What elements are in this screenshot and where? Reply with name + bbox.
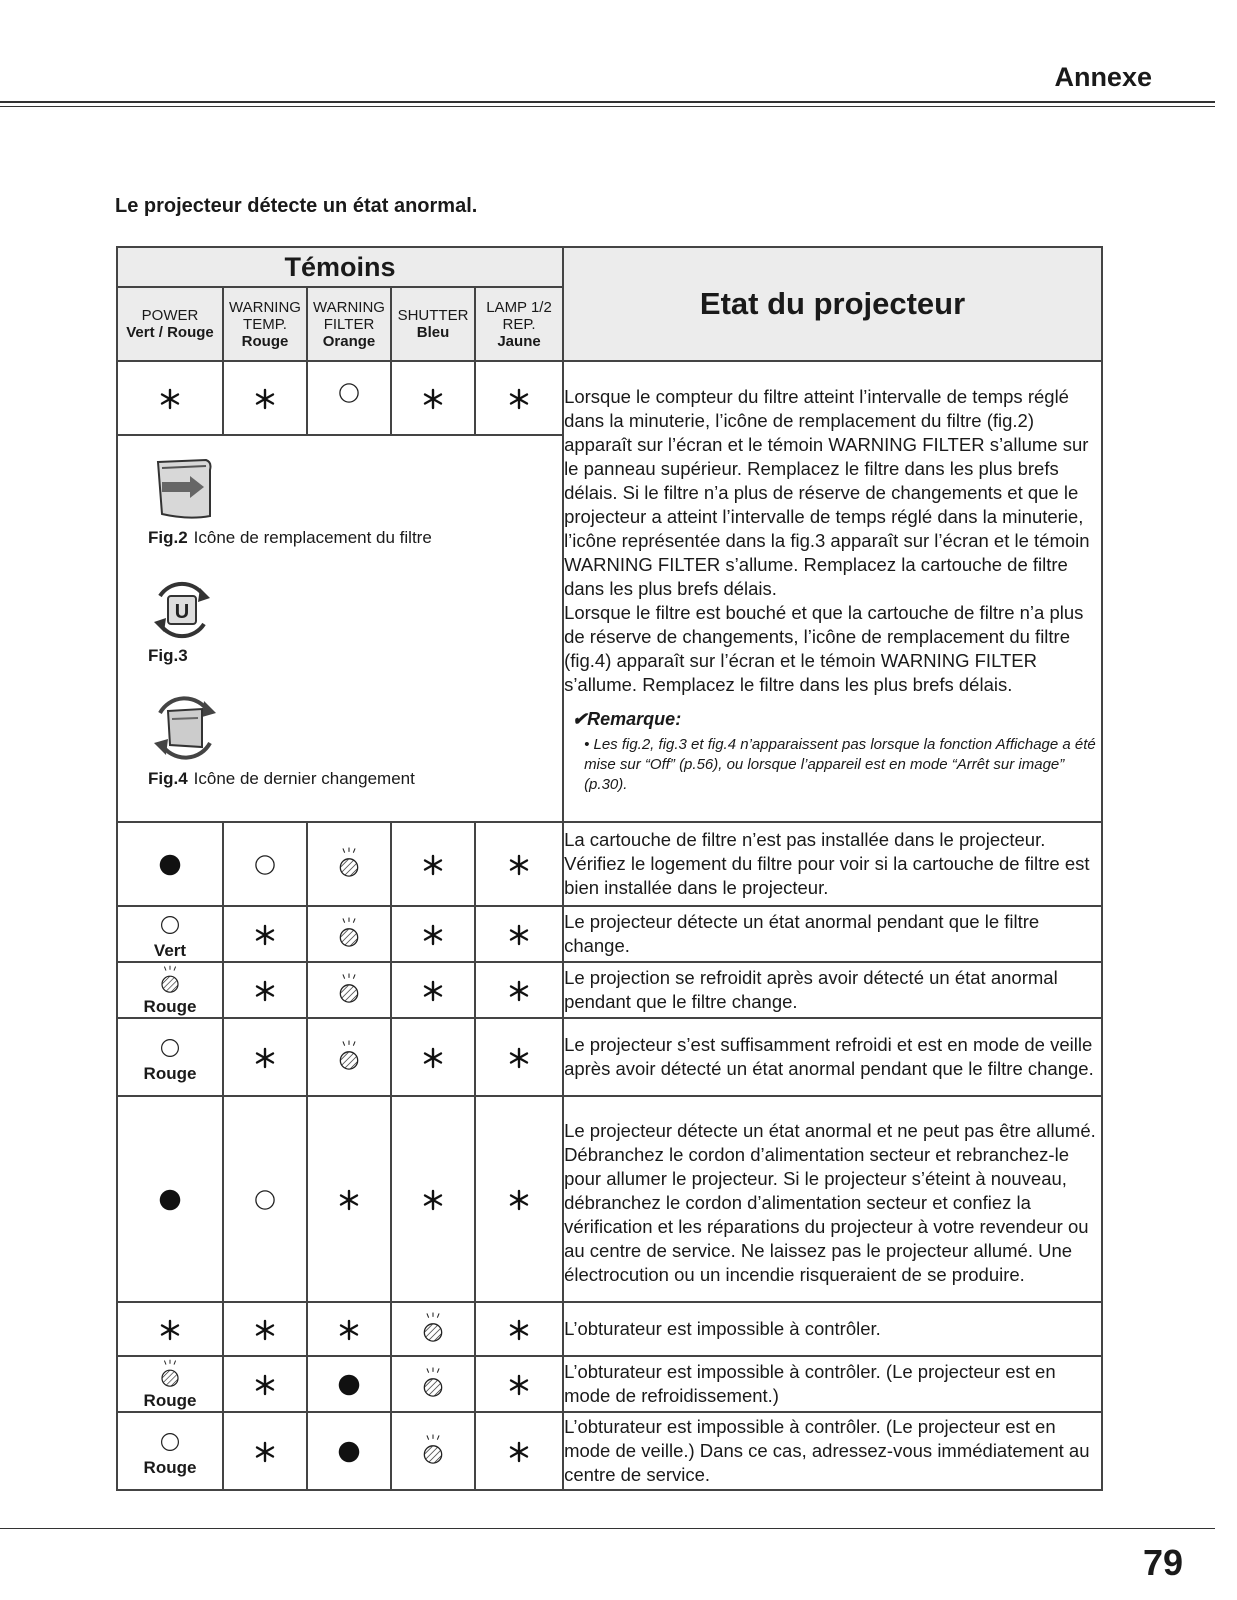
col-header-shutter: SHUTTER Bleu	[391, 287, 475, 361]
indicator-star-icon	[391, 361, 475, 435]
indicator-on-icon	[307, 1412, 391, 1490]
indicator-star-icon	[307, 1302, 391, 1356]
indicator-off-icon	[307, 361, 391, 435]
indicator-off-icon	[223, 822, 307, 906]
indicator-star-icon	[391, 822, 475, 906]
indicator-off-icon: Rouge	[117, 1412, 223, 1490]
indicator-star-icon	[475, 1018, 563, 1096]
section-title: Le projecteur détecte un état anormal.	[115, 195, 478, 217]
col-header-warning-temp: WARNING TEMP. Rouge	[223, 287, 307, 361]
indicator-off-icon: Rouge	[117, 1018, 223, 1096]
footer-rule	[0, 1528, 1215, 1529]
indicator-star-icon	[223, 906, 307, 962]
state-heading: Etat du projecteur	[563, 247, 1102, 361]
filter-description-text-2: Lorsque le filtre est bouché et que la cartouche de filtre n’a plus de réserve de changements, l’icône de remplacement du filtre (fig.4) apparaît sur l’écran et le témoin WARNING FILTER s’allume. Remplacez le filtre dans les plus brefs délais.	[564, 601, 1084, 695]
indicator-star-icon	[391, 1018, 475, 1096]
remark-text: • Les fig.2, fig.3 et fig.4 n’apparaissent pas lorsque la fonction Affichage a été mise sur “Off” (p.56), ou lorsque l’appareil est en mode “Arrêt sur image” (p.30).	[584, 735, 1096, 793]
fig2-caption: Fig.2 Icône de remplacement du filtre	[148, 528, 432, 547]
indicator-star-icon	[391, 962, 475, 1018]
header-rule	[0, 101, 1215, 103]
indicator-star-icon	[475, 1302, 563, 1356]
fig4-caption: Fig.4 Icône de dernier changement	[148, 769, 415, 788]
fig3-caption: Fig.3	[148, 646, 188, 665]
indicator-off-icon	[223, 1096, 307, 1302]
col-header-power: POWER Vert / Rouge	[117, 287, 223, 361]
indicator-star-icon	[223, 1412, 307, 1490]
state-description: Le projection se refroidit après avoir détecté un état anormal pendant que le filtre change.	[563, 962, 1102, 1018]
indicator-blink-icon	[307, 962, 391, 1018]
indicator-star-icon	[475, 1412, 563, 1490]
state-description: Le projecteur détecte un état anormal et ne peut pas être allumé. Débranchez le cordon d’alimentation secteur et rebranchez-le pour allumer le projecteur. Si le projecteur s’éteint à nouveau, débranchez le cordon d’alimentation secteur et confiez la vérification et les réparations du projecteur à votre revendeur ou au centre de service. Ne laissez pas le projecteur allumé. Une électrocution ou un incendie risqueraient de se produire.	[563, 1096, 1102, 1302]
indicator-off-icon: Vert	[117, 906, 223, 962]
indicator-star-icon	[307, 1096, 391, 1302]
state-description: L’obturateur est impossible à contrôler. (Le projecteur est en mode de refroidissement.)	[563, 1356, 1102, 1412]
indicator-star-icon	[475, 1096, 563, 1302]
col-header-lamp-rep: LAMP 1/2 REP. Jaune	[475, 287, 563, 361]
filter-exhausted-icon	[148, 576, 216, 644]
indicator-blink-icon	[391, 1356, 475, 1412]
indicator-blink-icon	[391, 1412, 475, 1490]
indicator-blink-icon	[307, 1018, 391, 1096]
state-description: L’obturateur est impossible à contrôler.	[563, 1302, 1102, 1356]
state-description-filter	[563, 361, 1102, 822]
header-rule-thin	[0, 106, 1215, 107]
figure-panel	[117, 435, 563, 822]
indicator-star-icon	[223, 962, 307, 1018]
filter-replacement-icon	[148, 454, 220, 526]
indicator-table	[116, 246, 1103, 1491]
page-header-title: Annexe	[1054, 62, 1152, 92]
col-header-warning-filter: WARNING FILTER Orange	[307, 287, 391, 361]
page-number: 79	[1142, 1542, 1183, 1583]
indicator-blink-icon	[307, 906, 391, 962]
filter-last-change-icon	[148, 691, 222, 765]
indicator-star-icon	[475, 822, 563, 906]
indicator-star-icon	[117, 361, 223, 435]
indicator-star-icon	[391, 1096, 475, 1302]
remark-title: ✔Remarque:	[572, 708, 682, 729]
indicator-star-icon	[391, 906, 475, 962]
svg-text:U: U	[174, 601, 190, 623]
state-description: La cartouche de filtre n’est pas installée dans le projecteur. Vérifiez le logement du filtre pour voir si la cartouche de filtre est bien installée dans le projecteur.	[563, 822, 1102, 906]
indicator-star-icon	[223, 1018, 307, 1096]
state-description: Le projecteur s’est suffisamment refroidi et est en mode de veille après avoir détecté un état anormal pendant que le filtre change.	[563, 1018, 1102, 1096]
indicator-star-icon	[223, 1356, 307, 1412]
indicator-blink-icon: Rouge	[117, 962, 223, 1018]
indicator-star-icon	[475, 906, 563, 962]
indicator-star-icon	[475, 962, 563, 1018]
indicator-on-icon	[307, 1356, 391, 1412]
check-icon: ✔	[572, 708, 588, 729]
indicator-blink-icon	[307, 822, 391, 906]
state-description: Le projecteur détecte un état anormal pendant que le filtre change.	[563, 906, 1102, 962]
indicator-on-icon	[117, 1096, 223, 1302]
indicators-heading: Témoins	[117, 247, 563, 287]
indicator-star-icon	[475, 1356, 563, 1412]
indicator-star-icon	[475, 361, 563, 435]
indicator-on-icon	[117, 822, 223, 906]
indicator-star-icon	[223, 361, 307, 435]
indicator-blink-icon: Rouge	[117, 1356, 223, 1412]
indicator-star-icon	[117, 1302, 223, 1356]
state-description: L’obturateur est impossible à contrôler. (Le projecteur est en mode de veille.) Dans ce cas, adressez-vous immédiatement au centre de service.	[563, 1412, 1102, 1490]
indicator-star-icon	[223, 1302, 307, 1356]
filter-description-text: Lorsque le compteur du filtre atteint l’intervalle de temps réglé dans la minuterie, l’icône de remplacement du filtre (fig.2) apparaît sur l’écran et le témoin WARNING FILTER s’allume sur le panneau supérieur. Remplacez le filtre dans les plus brefs délais. Si le filtre n’a plus de réserve de changements et que le projecteur a atteint l’intervalle de temps réglé dans la minuterie, l’icône représentée dans la fig.3 apparaît sur l’écran et le témoin WARNING FILTER s’allume. Remplacez la cartouche de filtre dans les plus brefs délais.	[564, 385, 1090, 599]
indicator-blink-icon	[391, 1302, 475, 1356]
